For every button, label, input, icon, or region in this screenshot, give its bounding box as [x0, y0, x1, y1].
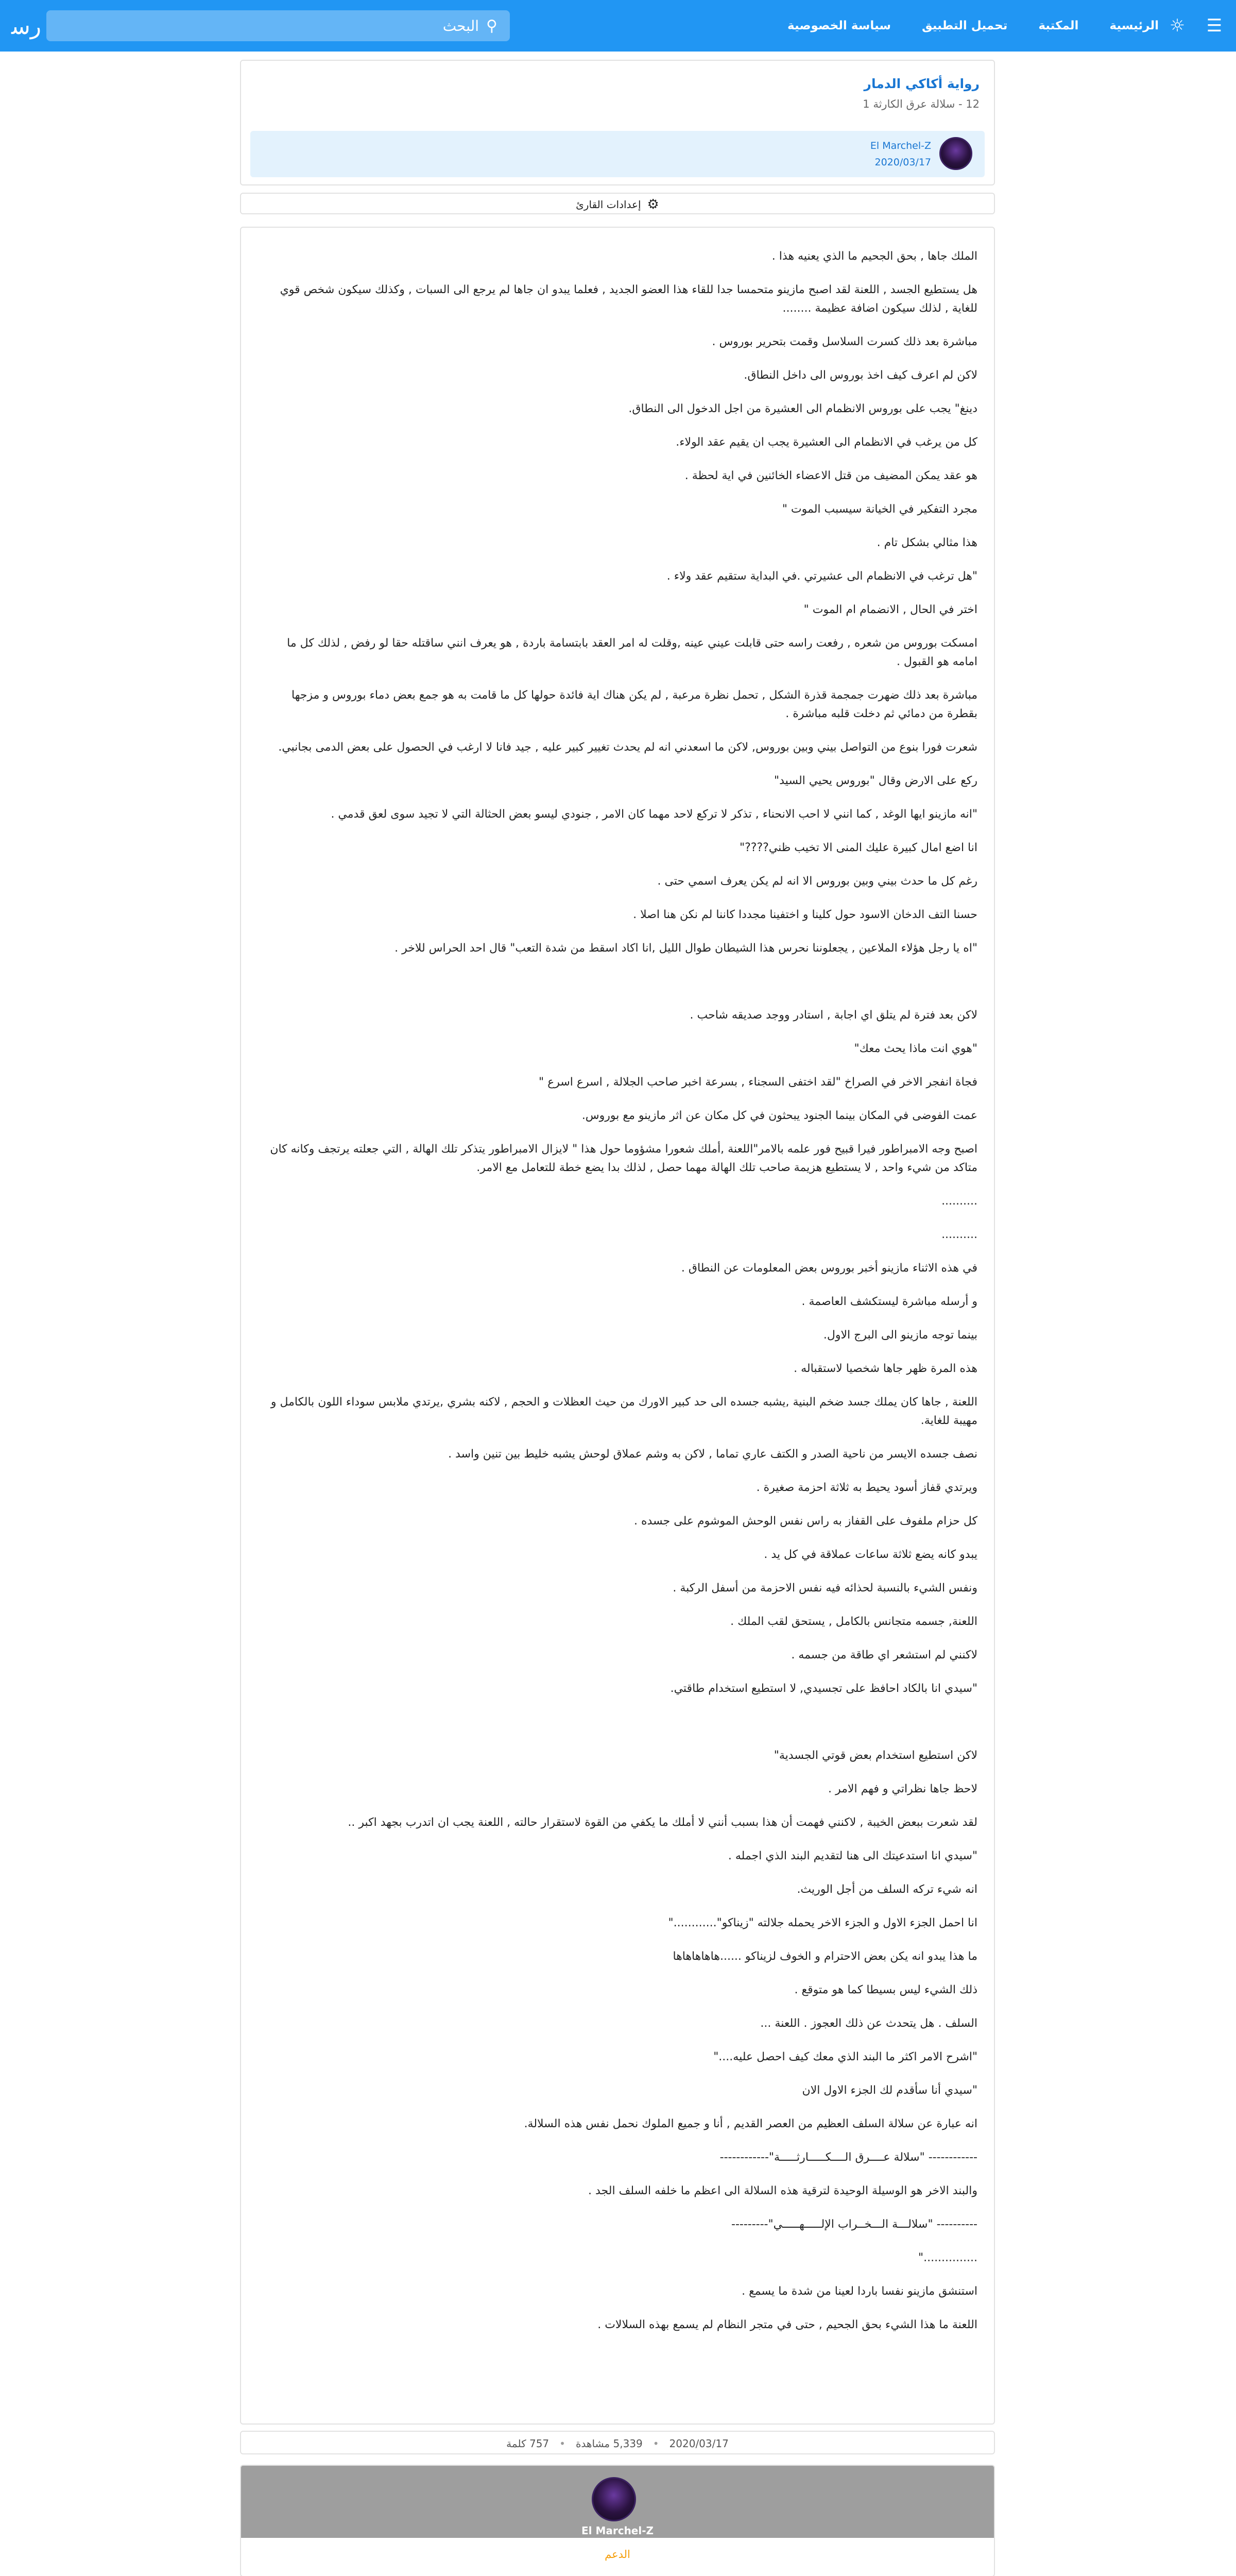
chapter-paragraph: نصف جسده الايسر من ناحية الصدر و الكتف عاري تماما , لاكن به وشم عملاق لوحش يشبه خليط بين تنين واسد . [448, 1448, 977, 1461]
chapter-paragraph: مباشرة بعد ذلك كسرت السلاسل وقمت بتحرير بوروس . [712, 335, 977, 348]
chapter-paragraph: "سيدي انا استدعيتك الى هنا لتقديم البند الذي اجمله . [728, 1850, 977, 1862]
chapter-paragraph: امسكت بوروس من شعره , رفعت راسه حتى قابلت عيني عينه ,وقلت له امر العقد بابتسامة باردة , هو يعرف انني ساقتله حقا لو رفض , لذلك كل ما امامه هو القبول . [287, 637, 977, 668]
author-name[interactable]: El Marchel-Z [870, 140, 931, 151]
reader-settings-button[interactable] [240, 193, 995, 214]
chapter-paragraph: .......... [941, 1195, 977, 1208]
chapter-paragraph: هذه المرة ظهر جاها شخصيا لاستقباله . [794, 1362, 977, 1375]
chapter-paragraph: مباشرة بعد ذلك ضهرت جمجمة قذرة الشكل , تحمل نظرة مرعبة , لم يكن هناك اية فائدة حولها كل ما قامت به هو جمع بعض دماء بوروس و مزجها بقطرة من دمائي ثم دخلت قلبه مباشرة . [291, 689, 977, 720]
chapter-paragraph: اصبح وجه الامبراطور فيرا قبيح فور علمه بالامر"اللعنة ,أملك شعورا مشؤوما حول هذا " لايزال الامبراطور يتذكر تلك الهالة , التي جعلته يرتجف وكانه كان متاكد من شيء واحد , لا يستطيع هزيمة صاحب تلك الهالة مهما حصل , لذلك بدا يضع خطة للتعامل مع الامر. [270, 1143, 977, 1174]
chapter-paragraph: "اه يا رجل هؤلاء الملاعين , يجعلوننا نحرس هذا الشيطان طوال الليل ,انا اكاد اسقط من شدة التعب" قال احد الحراس للاخر . [394, 942, 977, 955]
chapter-paragraph: استنشق مازينو نفسا باردا لعينا من شدة ما يسمع . [742, 2285, 977, 2298]
separator-dot: • [559, 2437, 565, 2450]
separator-dot: • [653, 2437, 659, 2450]
stats-date: 2020/03/17 [669, 2437, 729, 2450]
chapter-paragraph: و أرسله مباشرة ليستكشف العاصمة . [801, 1295, 977, 1308]
chapter-paragraph: فجاة انفجر الاخر في الصراخ "لقد اختفى السجناء , بسرعة اخبر صاحب الجلالة , اسرع اسرع " [538, 1076, 977, 1089]
chapter-paragraph: انا احمل الجزء الاول و الجزء الاخر يحمله جلالته "زيناكو"............" [668, 1917, 977, 1929]
chapter-author-box[interactable] [250, 131, 985, 177]
chapter-paragraph: كل من يرغب في الانظمام الى العشيرة يجب ان يقيم عقد الولاء. [676, 436, 977, 449]
search-input[interactable] [273, 18, 479, 35]
chapter-paragraph: والبند الاخر هو الوسيلة الوحيدة لترقية هذه السلالة الى اعظم ما خلفه السلف الجد . [588, 2184, 977, 2197]
chapter-paragraph: مجرد التفكير في الخيانة سيسبب الموت " [782, 503, 977, 516]
chapter-paragraph: حسنا التف الدخان الاسود حول كلينا و اختفينا مجددا كاننا لم نكن هنا اصلا . [633, 908, 977, 921]
chapter-paragraph: ------------ "سلالة عــــرق الــــكـــــارثـــــة"------------ [719, 2151, 977, 2164]
chapter-paragraph: السلف . هل يتحدث عن ذلك العجوز . اللعنة ... [760, 2017, 977, 2030]
chapter-header-card [240, 60, 995, 185]
chapter-paragraph: ويرتدي قفاز أسود يحيط به ثلاثة احزمة صغيرة . [756, 1481, 977, 1494]
reader-settings-label: إعدادات القارئ [576, 198, 641, 211]
chapter-paragraph: لاكن بعد فترة لم يتلق اي اجابة , استادر ووجد صديقه شاحب . [690, 1009, 977, 1022]
chapter-paragraph: اللعنة ما هذا الشيء بحق الجحيم , حتى في متجر النظام لم يسمع بهذه السلالات . [597, 2318, 977, 2331]
chapter-paragraph: الملك جاها , بحق الجحيم ما الذي يعنيه هذا . [771, 250, 977, 263]
chapter-paragraph: ..............." [918, 2251, 977, 2264]
site-logo[interactable]: ﺭﺳ [11, 13, 42, 40]
chapter-paragraph: دينغ" يجب على بوروس الانظمام الى العشيرة من اجل الدخول الى النطاق. [628, 402, 977, 415]
author-avatar [939, 137, 972, 170]
top-navigation-bar [0, 0, 1236, 52]
nav-privacy-policy-link[interactable]: سياسة الخصوصية [787, 19, 891, 32]
chapter-subtitle: 12 - سلالة عرق الكارثة 1 [863, 98, 980, 110]
chapter-paragraph: في هذه الاثناء مازينو أخبر بوروس بعض المعلومات عن النطاق . [681, 1262, 977, 1275]
nav-download-app-link[interactable]: تحميل التطبيق [921, 19, 1008, 32]
search-box[interactable] [46, 10, 510, 41]
chapter-paragraph: اختر في الحال , الانضمام ام الموت " [803, 603, 977, 616]
author-card [240, 2465, 995, 2576]
chapter-paragraph: شعرت فورا بنوع من التواصل بيني وبين بوروس, لاكن ما اسعدني انه لم يحدث تغيير كبير عليه , جيد فانا لا ارغب في الحصول على بعض الدمى بجانبي. [278, 741, 977, 754]
chapter-paragraph: "اشرح الامر اكثر ما البند الذي معك كيف احصل عليه...." [713, 2050, 977, 2063]
chapter-paragraph: انه عبارة عن سلالة السلف العظيم من العصر القديم , أنا و جميع الملوك نحمل نفس هذه السلالة. [524, 2117, 977, 2130]
chapter-paragraph: "سيدي أنا سأقدم لك الجزء الاول الان [802, 2084, 977, 2097]
chapter-paragraph: "هل ترغب في الانظمام الى عشيرتي .في البداية ستقيم عقد ولاء . [666, 570, 977, 583]
gear-icon: ⚙ [647, 197, 659, 212]
chapter-paragraph: لاحظ جاها نظراتي و فهم الامر . [828, 1783, 977, 1795]
author-card-name[interactable]: El Marchel-Z [581, 2524, 654, 2537]
chapter-paragraph [260, 973, 977, 991]
publish-date: 2020/03/17 [874, 157, 931, 168]
author-banner [241, 2466, 994, 2538]
chapter-content [240, 227, 995, 2425]
chapter-paragraph: عمت الفوضى في المكان بينما الجنود يبحثون في كل مكان عن اثر مازينو مع بوروس. [581, 1109, 977, 1122]
theme-toggle-sun-icon[interactable]: ☼ [1169, 15, 1186, 36]
chapter-paragraph: لاكنني لم استشعر اي طاقة من جسمه . [791, 1649, 977, 1662]
chapter-paragraph: ركع على الارض وقال "بوروس يحيي السيد" [774, 774, 977, 787]
nav-home-link[interactable]: الرئيسية [1109, 19, 1159, 32]
chapter-paragraph: ذلك الشيء ليس بسيطا كما هو متوقع . [794, 1984, 977, 1996]
chapter-paragraph: ونفس الشيء بالنسبة لحذائه فيه نفس الاحزمة من أسفل الركبة . [673, 1582, 977, 1595]
chapter-paragraph: رغم كل ما حدث بيني وبين بوروس الا انه لم يكن يعرف اسمي حتى . [657, 875, 977, 888]
chapter-stats [240, 2431, 995, 2454]
novel-title-link[interactable]: رواية أكاكي الدمار [864, 76, 980, 91]
stats-words: 757 كلمة [506, 2437, 550, 2450]
chapter-paragraph: "سيدي انا بالكاد احافظ على تجسيدي, لا استطيع استخدام طاقتي. [670, 1682, 977, 1695]
chapter-paragraph: "انه مازينو ايها الوغد , كما انني لا احب الانحناء , تذكر لا تركع لاحد مهما كان الامر , جنودي ليسو بعض الحثالة التي لا تجيد سوى لعق قدمي . [331, 808, 977, 821]
chapter-paragraph: هذا مثالي بشكل تام . [877, 536, 977, 549]
chapter-paragraph: لاكن لم اعرف كيف اخذ بوروس الى داخل النطاق. [744, 369, 977, 382]
chapter-paragraph: هل يستطيع الجسد , اللعنة لقد اصبح مازينو متحمسا جدا للقاء هذا العضو الجديد , فعلما يبدو ان جاها لم يرجع الى السبات , وكذلك سيكون شخص قوي للغاية , لذلك سيكون اضافة عظيمة ........ [280, 283, 977, 315]
chapter-paragraph: اللعنة, جسمه متجانس بالكامل , يستحق لقب الملك . [730, 1615, 977, 1628]
chapter-paragraph: .......... [941, 1228, 977, 1241]
chapter-paragraph: ما هذا يبدو انه يكن بعض الاحترام و الخوف لزيناكو ......هاهاهاهاها [673, 1950, 977, 1963]
chapter-paragraph: لقد شعرت ببعض الخيبة , لاكنني فهمت أن هذا بسبب أنني لا أملك ما يكفي من القوة لاستقرار حالته , اللعنة يجب ان اتدرب بجهد اكبر .. [348, 1816, 977, 1829]
chapter-paragraph: لاكن استطيع استخدام بعض قوتي الجسدية" [774, 1749, 977, 1762]
chapter-paragraph: يبدو كانه يضع ثلاثة ساعات عملاقة في كل يد . [764, 1548, 977, 1561]
main-nav [787, 0, 1159, 52]
chapter-text-body [260, 247, 977, 2349]
chapter-paragraph: بينما توجه مازينو الى البرج الاول. [823, 1329, 977, 1342]
support-link[interactable]: الدعم [605, 2548, 630, 2561]
author-card-avatar[interactable] [592, 2477, 636, 2521]
hamburger-menu-icon[interactable]: ☰ [1206, 15, 1223, 36]
search-icon: ⚲ [486, 16, 497, 35]
chapter-paragraph: انه شيء تركه السلف من أجل الوريث. [797, 1883, 977, 1896]
chapter-paragraph: ---------- "سلالـــة الـــخــراب الإلـــــهـــــي"--------- [731, 2218, 977, 2231]
chapter-paragraph: هو عقد يمكن المضيف من قتل الاعضاء الخائنين في اية لحظة . [684, 469, 977, 482]
chapter-paragraph: اللعنة , جاها كان يملك جسد ضخم البنية ,يشبه جسده الى حد كبير الاورك من حيث العظلات و الحجم , لاكنه بشري ,يرتدي ملابس سوداء اللون بالكامل و مهيبة للغاية. [270, 1396, 977, 1427]
chapter-paragraph: انا اضع امال كبيرة عليك المنى الا تخيب ظني????" [739, 841, 977, 854]
chapter-paragraph [260, 1713, 977, 1732]
nav-library-link[interactable]: المكتبة [1038, 19, 1079, 32]
stats-views: 5,339 مشاهدة [575, 2437, 643, 2450]
chapter-paragraph: "هوي انت ماذا يحث معك" [854, 1042, 977, 1055]
chapter-paragraph: كل حزام ملفوف على القفاز به راس نفس الوحش الموشوم على جسده . [633, 1515, 977, 1528]
